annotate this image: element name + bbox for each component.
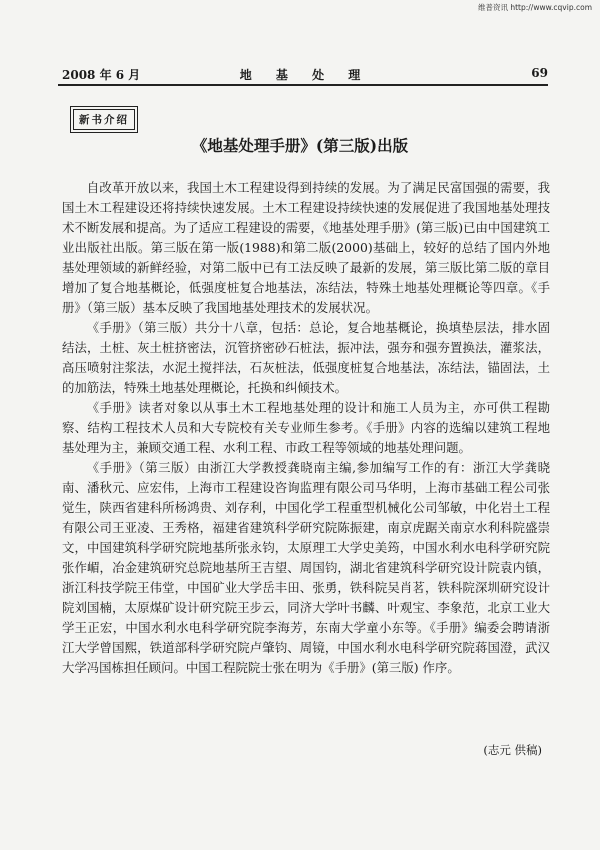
page-header — [62, 66, 548, 82]
header-divider — [58, 84, 548, 86]
article-signature: (志元 供稿) — [483, 743, 542, 757]
section-tag — [70, 106, 138, 133]
paragraph-intro: 自改革开放以来，我国土木工程建设得到持续的发展。为了满足民富国强的需要，我国土木工程建设还将持续快速发展。土木工程建设持续快速的发展促进了我国地基处理技术不断发展和提高。为了适应工程建设的需要，《地基处理手册》(第三版)已由中国建筑工业出版社出版。第三版在第一版(1988)和第二版(2000)基础上，较好的总结了国内外地基处理领域的新鲜经验，对第二版中已有工法反映了最新的发展，第三版比第二版的章目增加了复合地基概论，低强度桩复合地基法，冻结法，特殊土地基处理概论等四章。《手册》（第三版）基本反映了我国地基处理技术的发展状况。 — [62, 180, 550, 315]
issue-date: 2008 年 6 月 — [62, 68, 141, 82]
article-title: 《地基处理手册》(第三版)出版 — [191, 136, 409, 155]
watermark-text: 维普资讯 http://www.cqvip.com — [477, 3, 592, 12]
page-number: 69 — [531, 66, 548, 80]
paragraph-authors: 《手册》（第三版）由浙江大学教授龚晓南主编,参加编写工作的有：浙江大学龚晓南、潘秋元、应宏伟，上海市工程建设咨询监理有限公司马华明，上海市基础工程公司张觉生，陕西省建科所杨鸿贵、刘存利，中国化学工程重型机械化公司邹敏，中化岩土工程有限公司王亚凌、王秀格，福建省建筑科学研究院陈振建，南京虎踞关南京水利科院盛崇文，中国建筑科学研究院地基所张永钧，太原理工大学史美筠，中国水利水电科学研究院张作嵋，冶金建筑研究总院地基所王吉望、周国钧，湖北省建筑科学研究设计院袁内镇，浙江科技学院王伟堂，中国矿业大学岳丰田、张勇，铁科院吴肖茗，铁科院深圳研究设计院刘国楠，太原煤矿设计研究院王步云，同济大学叶书麟、叶观宝、李象范，北京工业大学王正宏，中国水利水电科学研究院李海芳，东南大学童小东等。《手册》编委会聘请浙江大学曾国熙，铁道部科学研究院卢肇钧、周镜，中国水利水电科学研究院蒋国澄，武汉大学冯国栋担任顾问。中国工程院院士张在明为《手册》(第三版) 作序。 — [62, 460, 550, 675]
paragraph-chapters: 《手册》（第三版）共分十八章，包括：总论，复合地基概论，换填垫层法，排水固结法，土桩、灰土桩挤密法，沉管挤密砂石桩法，振冲法，强夯和强夯置换法，灌浆法，高压喷射注浆法，水泥土搅拌法，石灰桩法，低强度桩复合地基法，冻结法，锚固法，土的加筋法，特殊土地基处理概论，托换和纠倾技术。 — [62, 320, 550, 395]
section-tag-label: 新书介绍 — [73, 109, 135, 130]
paragraph-audience: 《手册》读者对象以从事土木工程地基处理的设计和施工人员为主，亦可供工程勘察、结构工程技术人员和大专院校有关专业师生参考。《手册》内容的选编以建筑工程地基处理为主，兼顾交通工程、水利工程、市政工程等领域的地基处理问题。 — [62, 400, 550, 455]
journal-name: 地 基 处 理 — [239, 68, 371, 82]
article-body — [62, 178, 550, 678]
